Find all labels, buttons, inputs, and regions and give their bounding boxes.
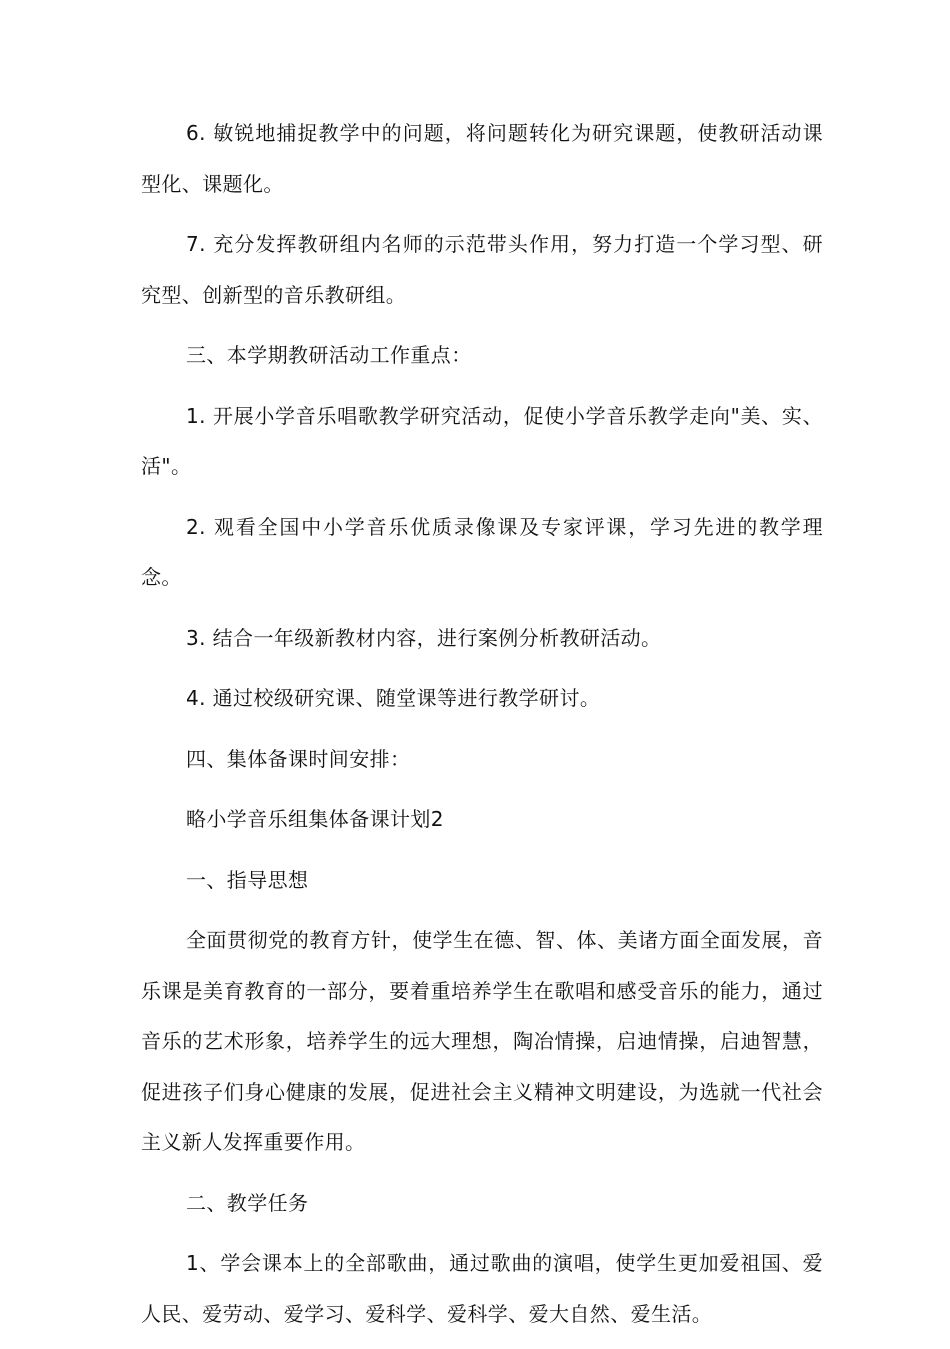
paragraph-focus-3: 3. 结合一年级新教材内容，进行案例分析教研活动。 [186,625,662,650]
section-heading-3: 三、本学期教研活动工作重点： [186,343,472,367]
document-body [141,108,823,1349]
paragraph-focus-1: 1. 开展小学音乐唱歌教学研究活动，促使小学音乐教学走向"美、实、活"。 [141,403,823,478]
section-heading-teaching-tasks: 二、教学任务 [186,1190,309,1215]
section-heading-guiding-thought: 一、指导思想 [186,867,309,892]
paragraph-focus-4: 4. 通过校级研究课、随堂课等进行教学研讨。 [186,686,601,710]
section-heading-4: 四、集体备课时间安排： [186,746,411,771]
paragraph-teaching-task-1: 1、学会课本上的全部歌曲，通过歌曲的演唱，使学生更加爱祖国、爱人民、爱劳动、爱学习、爱科学、爱科学、爱大自然、爱生活。 [141,1251,823,1326]
paragraph-guiding-thought: 全面贯彻党的教育方针，使学生在德、智、体、美诸方面全面发展，音乐课是美育教育的一部分，要着重培养学生在歌唱和感受音乐的能力，通过音乐的艺术形象，培养学生的远大理想，陶冶情操，启迪情操，启迪智慧，促进孩子们身心健康的发展，促进社会主义精神文明建设，为选就一代社会主义新人发挥重要作用。 [141,928,823,1154]
paragraph-focus-2: 2. 观看全国中小学音乐优质录像课及专家评课，学习先进的教学理念。 [141,514,823,589]
paragraph-item-6: 6. 敏锐地捕捉教学中的问题，将问题转化为研究课题，使教研活动课型化、课题化。 [141,121,823,196]
paragraph-item-7: 7. 充分发挥教研组内名师的示范带头作用，努力打造一个学习型、研究型、创新型的音乐教研组。 [141,232,823,307]
document-subtitle: 略小学音乐组集体备课计划2 [186,807,444,831]
